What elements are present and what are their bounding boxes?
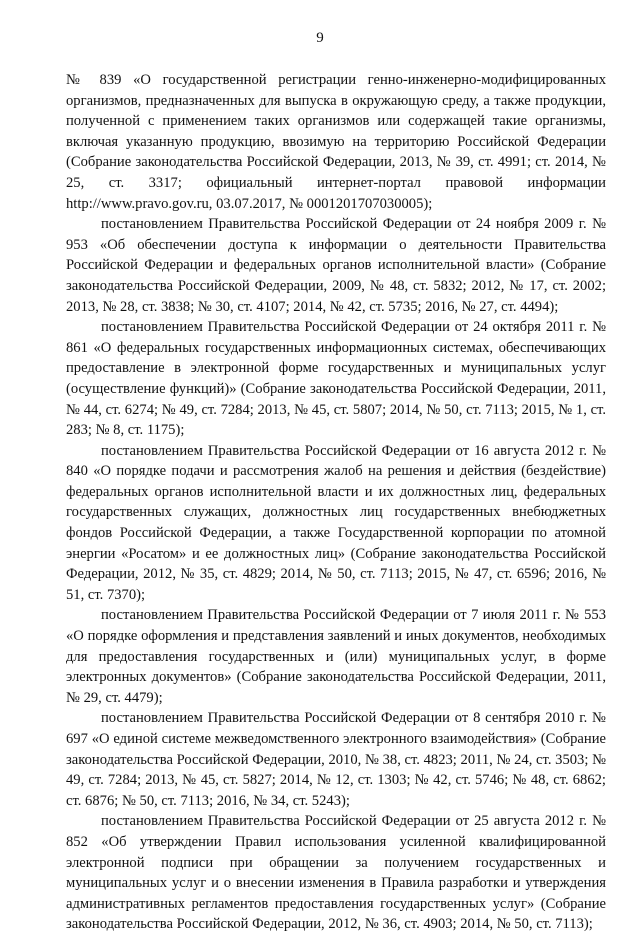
paragraph-decree-953: постановлением Правительства Российской Федерации от 24 ноября 2009 г. № 953 «Об обеспечении доступа к информации о деятельности Правительства Российской Федерации и федеральных органов исполнительной власти» (Собрание законодательства Российской Федерации, 2009, № 48, ст. 5832; 2012, № 17, ст. 2002; 2013, № 28, ст. 3838; № 30, ст. 4107; 2014, № 42, ст. 5735; 2016, № 27, ст. 4494); — [66, 216, 606, 315]
paragraph-gmo-registration: № 839 «О государственной регистрации генно-инженерно-модифицированных организмов, предназначенных для выпуска в окружающую среду, а также продукции, полученной с применением таких организмов или содержащей такие организмы, включая указанную продукцию, ввозимую на территорию Российской Федерации (Собрание законодательства Российской Федерации, 2013, № 39, ст. 4991; ст. 2014, № 25, ст. 3317; официальный интернет-портал правовой информации http://www.pravo.gov.ru, 03.07.2017, № 0001201707030005); — [66, 72, 606, 212]
paragraph-decree-697: постановлением Правительства Российской Федерации от 8 сентября 2010 г. № 697 «О единой системе межведомственного электронного взаимодействия» (Собрание законодательства Российской Федерации, 2010, № 38, ст. 4823; 2011, № 24, ст. 3503; № 49, ст. 7284; 2013, № 45, ст. 5827; 2014, № 12, ст. 1303; № 42, ст. 5746; № 48, ст. 6862; ст. 6876; № 50, ст. 7113; 2016, № 34, ст. 5243); — [66, 710, 606, 809]
paragraph-decree-840: постановлением Правительства Российской Федерации от 16 августа 2012 г. № 840 «О порядке подачи и рассмотрения жалоб на решения и действия (бездействие) федеральных органов исполнительной власти и их должностных лиц, федеральных государственных служащих, должностных лиц государственных внебюджетных фондов Российской Федерации, а также Государственной корпорации по атомной энергии «Росатом» и ее должностных лиц» (Собрание законодательства Российской Федерации, 2012, № 35, ст. 4829; 2014, № 50, ст. 7113; 2015, № 47, ст. 6596; 2016, № 51, ст. 7370); — [66, 442, 606, 603]
paragraph-decree-553: постановлением Правительства Российской Федерации от 7 июля 2011 г. № 553 «О порядке оформления и представления заявлений и иных документов, необходимых для предоставления государственных и (или) муниципальных услуг, в форме электронных документов» (Собрание законодательства Российской Федерации, 2011, № 29, ст. 4479); — [66, 607, 606, 706]
page-number: 9 — [316, 30, 324, 46]
paragraph-decree-852: постановлением Правительства Российской Федерации от 25 августа 2012 г. № 852 «Об утверждении Правил использования усиленной квалифицированной электронной подписи при обращении за получением государственных и муниципальных услуг и о внесении изменения в Правила разработки и утверждения административных регламентов предоставления государственных услуг» (Собрание законодательства Российской Федерации, 2012, № 36, ст. 4903; 2014, № 50, ст. 7113); — [66, 813, 606, 933]
paragraph-decree-861: постановлением Правительства Российской Федерации от 24 октября 2011 г. № 861 «О федеральных государственных информационных системах, обеспечивающих предоставление в электронной форме государственных и муниципальных услуг (осуществление функций)» (Собрание законодательства Российской Федерации, 2011, № 44, ст. 6274; № 49, ст. 7284; 2013, № 45, ст. 5807; 2014, № 50, ст. 7113; 2015, № 1, ст. 283; № 8, ст. 1175); — [66, 319, 606, 439]
document-body — [66, 70, 606, 935]
